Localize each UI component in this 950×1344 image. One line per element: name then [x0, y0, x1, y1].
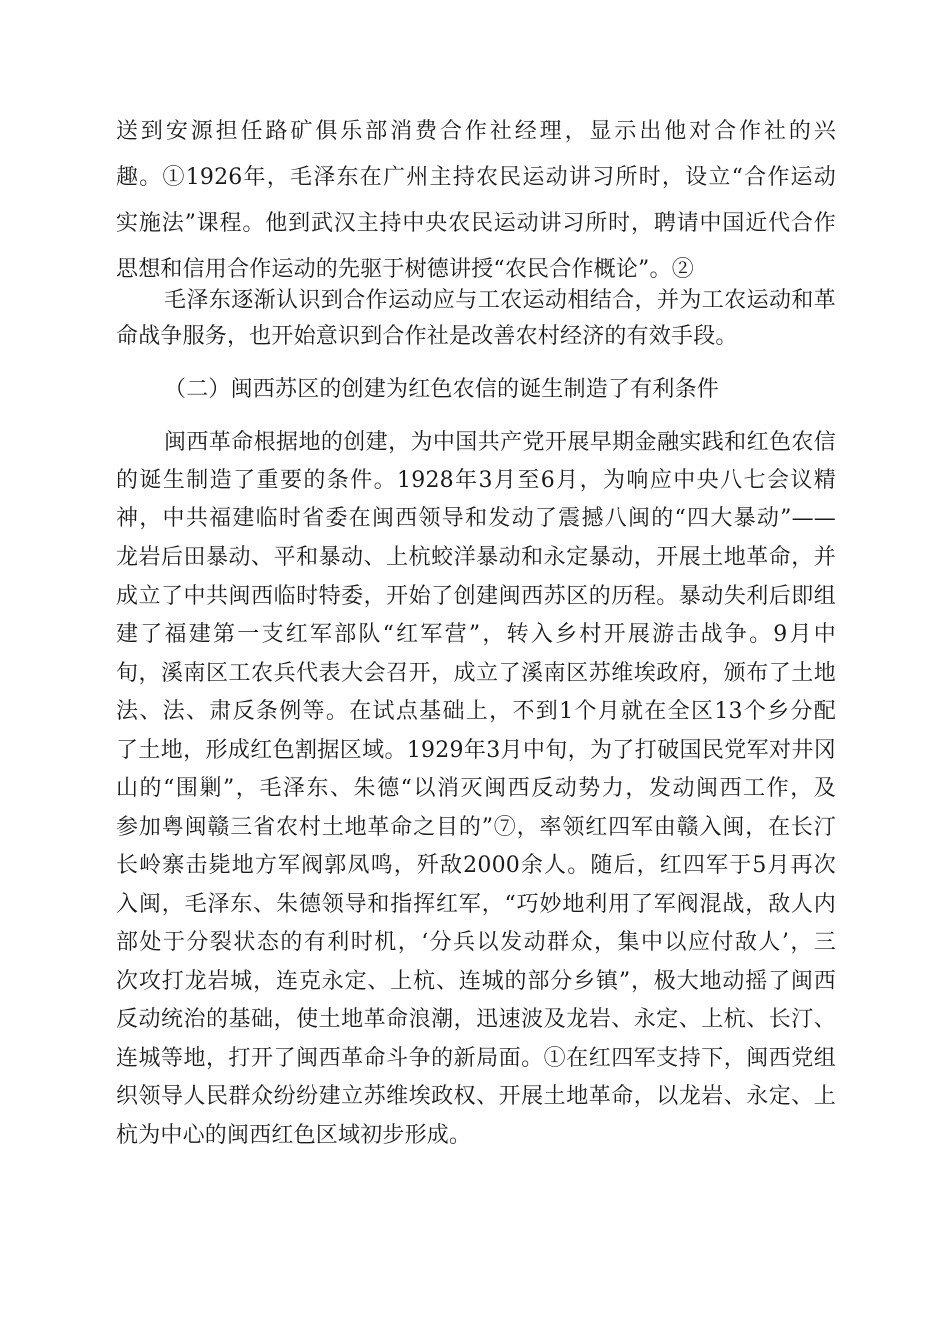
paragraph-3-line-1: 闽西革命根据地的创建，为中国共产党开展早期金融实践和红色农信: [164, 430, 836, 455]
paragraph-1-line-4: 思想和信用合作运动的先驱于树德讲授“农民合作概论”。②: [116, 257, 694, 282]
paragraph-3-line-9: 了土地，形成红色割据区域。1929年3月中旬，为了打破国民党军对井冈: [116, 738, 836, 763]
paragraph-2-line-1: 毛泽东逐渐认识到合作运动应与工农运动相结合，并为工农运动和革: [164, 288, 836, 313]
paragraph-3-line-15: 次攻打龙岩城，连克永定、上杭、连城的部分乡镇”，极大地动摇了闽西: [116, 969, 836, 994]
paragraph-2-line-2: 命战争服务，也开始意识到合作社是改善农村经济的有效手段。: [116, 324, 738, 349]
paragraph-3-line-5: 成立了中共闽西临时特委，开始了创建闽西苏区的历程。暴动失利后即组: [116, 584, 836, 609]
paragraph-1-line-2: 趣。①1926年，毛泽东在广州主持农民运动讲习所时，设立“合作运动: [116, 165, 836, 190]
paragraph-3-line-19: 杭为中心的闽西红色区域初步形成。: [116, 1123, 472, 1148]
paragraph-1-line-3: 实施法”课程。他到武汉主持中央农民运动讲习所时，聘请中国近代合作: [116, 211, 836, 236]
paragraph-3-line-2: 的诞生制造了重要的条件。1928年3月至6月，为响应中央八七会议精: [116, 468, 836, 493]
paragraph-3-line-8: 法、法、肃反条例等。在试点基础上，不到1个月就在全区13个乡分配: [116, 699, 836, 724]
paragraph-3-line-17: 连城等地，打开了闽西革命斗争的新局面。①在红四军支持下，闽西党组: [116, 1046, 836, 1071]
paragraph-3-line-16: 反动统治的基础，使土地革命浪潮，迅速波及龙岩、永定、上杭、长汀、: [116, 1007, 836, 1032]
paragraph-3-line-11: 参加粤闽赣三省农村土地革命之目的”⑦，率领红四军由赣入闽，在长汀: [116, 815, 836, 840]
paragraph-3-line-6: 建了福建第一支红军部队“红军营”，转入乡村开展游击战争。9月中: [116, 622, 836, 647]
paragraph-3-line-12: 长岭寨击毙地方军阀郭凤鸣，歼敌2000余人。随后，红四军于5月再次: [116, 853, 836, 878]
paragraph-3-line-7: 旬，溪南区工农兵代表大会召开，成立了溪南区苏维埃政府，颁布了土地: [116, 661, 836, 686]
paragraph-3-line-10: 山的“围剿”，毛泽东、朱德“以消灭闽西反动势力，发动闽西工作，及: [116, 776, 836, 801]
paragraph-3-line-13: 入闽，毛泽东、朱德领导和指挥红军，“巧妙地利用了军阀混战，敌人内: [116, 892, 836, 917]
section-heading: （二）闽西苏区的创建为红色农信的诞生制造了有利条件: [164, 377, 720, 402]
paragraph-1-line-1: 送到安源担任路矿俱乐部消费合作社经理，显示出他对合作社的兴: [116, 119, 836, 144]
paragraph-3-line-3: 神，中共福建临时省委在闽西领导和发动了震撼八闽的“四大暴动”——: [116, 506, 836, 531]
paragraph-3-line-4: 龙岩后田暴动、平和暴动、上杭蛟洋暴动和永定暴动，开展土地革命，并: [116, 545, 836, 570]
paragraph-3-line-18: 织领导人民群众纷纷建立苏维埃政权、开展土地革命，以龙岩、永定、上: [116, 1084, 836, 1109]
paragraph-3-line-14: 部处于分裂状态的有利时机，‘分兵以发动群众，集中以应付敌人’，三: [116, 930, 836, 955]
